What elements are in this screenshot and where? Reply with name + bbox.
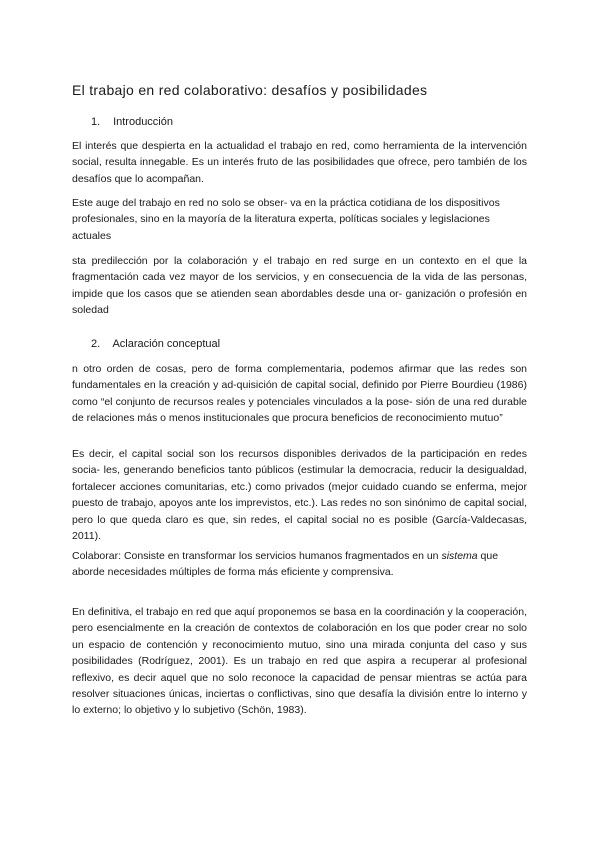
paragraph-6-text-start: Colaborar: Consiste en transformar los servicios humanos fragmentados en un (72, 550, 442, 562)
paragraph-1: El interés que despierta en la actualidad el trabajo en red, como herramienta de la intervención social, resulta innegable. Es un interés fruto de las posibilidades que ofrece, pero también de los desafíos que lo acompañan. (72, 140, 527, 185)
section-title: Introducción (113, 116, 173, 128)
paragraph-7: En definitiva, el trabajo en red que aquí proponemos se basa en la coordinación y la cooperación, pero esencialmente en la creación de contextos de colaboración en los que poder crear no solo un espacio de contención y reconocimiento mutuo, sino una mirada conjunta del caso y sus posibilidades (Rodríguez, 2001). Es un trabajo en red que aspira a recuperar al profesional reflexivo, es decir aquel que no solo reconoce la capacidad de pensar mientras se actúa para resolver situaciones únicas, inciertas o conflictivas, sino que desafía la división entre lo interno y lo externo; lo objetivo y lo subjetivo (Schön, 1983). (72, 606, 527, 717)
section-number: 1. (91, 116, 101, 128)
section-heading-introduccion (91, 116, 173, 128)
paragraph-6 (72, 548, 527, 581)
document-title: El trabajo en red colaborativo: desafíos y posibilidades (72, 82, 428, 98)
paragraph-5: Es decir, el capital social son los recursos disponibles derivados de la participación en redes socia- les, generando beneficios tanto públicos (estimular la democracia, reducir la desigualdad, fortalecer acciones comunitarias, etc.) como privados (mejor cuidado cuando se enferma, mejor puesto de trabajo, apoyos ante los imprevistos, etc.). Las redes no son sinónimo de capital social, pero lo que queda claro es que, sin redes, el capital social no es posible (García-Valdecasas, 2011). (72, 448, 527, 543)
emphasis-sistema: sistema (441, 550, 478, 562)
section-title: Aclaración conceptual (112, 338, 221, 350)
paragraph-3: sta predilección por la colaboración y el trabajo en red surge en un contexto en el que la fragmentación cada vez mayor de los servicios, y en consecuencia de la vida de las personas, impide que los casos que se atienden sean abordables desde una or- ganización o profesión en soledad (72, 255, 527, 317)
paragraph-4: n otro orden de cosas, pero de forma complementaria, podemos afirmar que las redes son fundamentales en la creación y ad-quisición de capital social, definido por Pierre Bourdieu (1986) como “el conjunto de recursos reales y potenciales vinculados a la pose- sión de una red durable de relaciones más o menos institucionales que procura beneficios de reconocimiento mutuo” (72, 363, 527, 425)
section-heading-aclaracion-conceptual (91, 338, 220, 350)
paragraph-6-text-end: que aborde necesidades múltiples de forma más eficiente y comprensiva. (72, 550, 499, 579)
paragraph-2: Este auge del trabajo en red no solo se obser- va en la práctica cotidiana de los dispositivos profesionales, sino en la mayoría de la literatura experta, políticas sociales y legislaciones actuales (72, 197, 500, 242)
section-number: 2. (91, 338, 101, 350)
